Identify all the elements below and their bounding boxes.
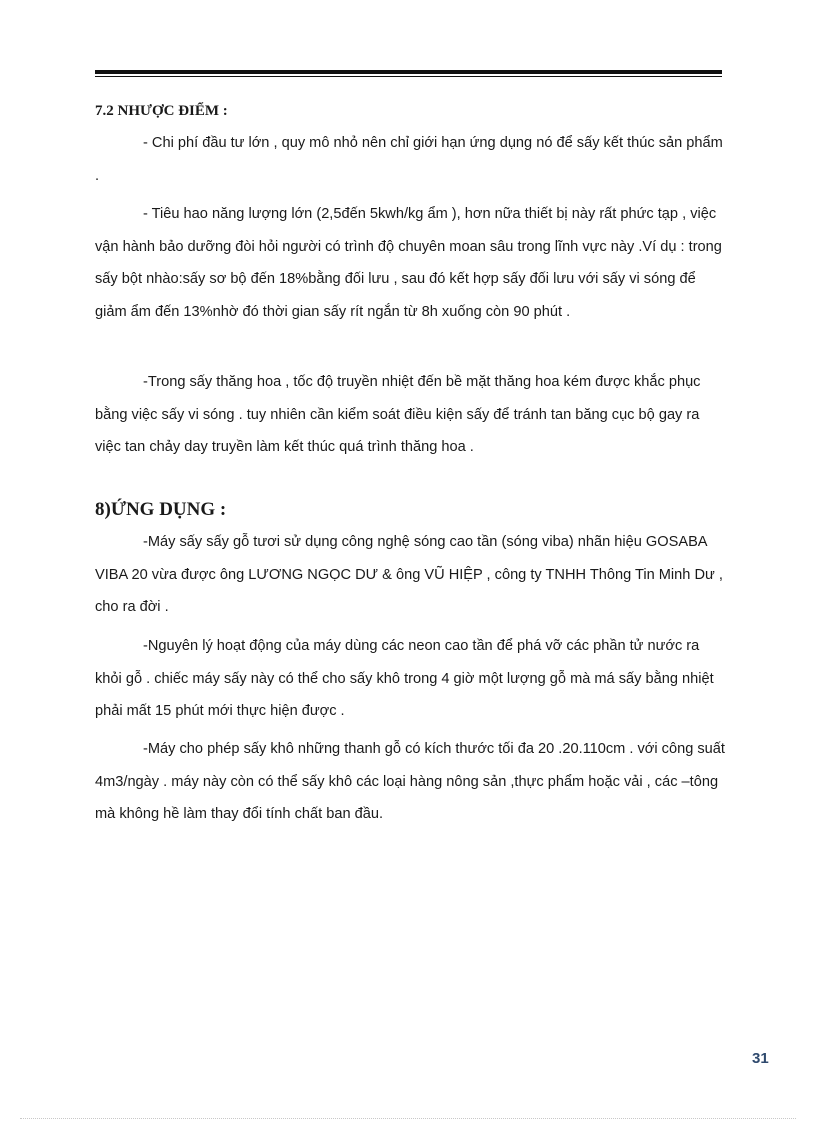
header-rule-thick: [95, 70, 722, 74]
page-number: 31: [752, 1050, 769, 1067]
paragraph-gosaba: [95, 526, 725, 624]
paragraph-cost: [95, 127, 725, 192]
paragraph-text: -Máy sấy sấy gỗ tươi sử dụng công nghệ sóng cao tần (sóng viba) nhãn hiệu GOSABA VIBA 20 vừa được ông LƯƠNG NGỌC DƯ & ông VŨ HIỆP , công ty TNHH Thông Tin Minh Dư , cho ra đời .: [95, 534, 723, 615]
paragraph-text: -Máy cho phép sấy khô những thanh gỗ có kích thước tối đa 20 .20.110cm . với công suất 4m3/ngày . máy này còn có thể sấy khô các loại hàng nông sản ,thực phẩm hoặc vải , các –tông mà không hề làm thay đổi tính chất ban đầu.: [95, 741, 725, 822]
footer-divider: [20, 1118, 796, 1119]
paragraph-text: -Nguyên lý hoạt động của máy dùng các neon cao tần để phá vỡ các phần tử nước ra khỏi gỗ . chiếc máy sấy này có thể cho sấy khô trong 4 giờ một lượng gỗ mà má sấy bằng nhiệt phải mất 15 phút mới thực hiện được .: [95, 638, 714, 719]
header-rule-thin: [95, 76, 722, 77]
paragraph-text: - Tiêu hao năng lượng lớn (2,5đến 5kwh/kg ẩm ), hơn nữa thiết bị này rất phức tạp , việc vận hành bảo dưỡng đòi hỏi người có trình độ chuyên moan sâu trong lĩnh vực này .Ví dụ : trong sấy bột nhào:sấy sơ bộ đến 18%bằng đối lưu , sau đó kết hợp sấy đối lưu với sấy vi sóng để giảm ẩm đến 13%nhờ đó thời gian sấy rít ngắn từ 8h xuống còn 90 phút .: [95, 206, 722, 320]
paragraph-freeze-drying: [95, 366, 725, 464]
paragraph-principle: [95, 630, 725, 728]
paragraph-text: - Chi phí đầu tư lớn , quy mô nhỏ nên chỉ giới hạn ứng dụng nó để sấy kết thúc sản phẩm .: [95, 135, 723, 184]
paragraph-energy: [95, 198, 725, 328]
section-8-heading: 8)ỨNG DỤNG :: [95, 499, 227, 520]
paragraph-capacity: [95, 733, 725, 831]
paragraph-text: -Trong sấy thăng hoa , tốc độ truyền nhiệt đến bề mặt thăng hoa kém được khắc phục bằng việc sấy vi sóng . tuy nhiên cần kiểm soát điều kiện sấy để tránh tan băng cục bộ gay ra việc tan chảy day truyền làm kết thúc quá trình thăng hoa .: [95, 374, 701, 455]
section-7-2-heading: 7.2 NHƯỢC ĐIỂM :: [95, 103, 228, 119]
